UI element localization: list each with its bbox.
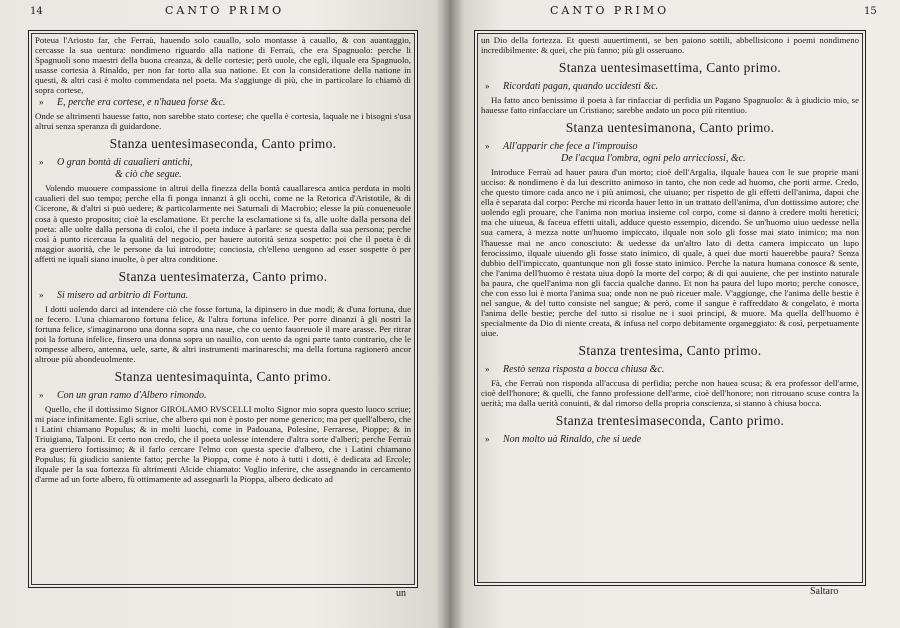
verse-line: Si misero ad arbitrio di Fortuna. bbox=[57, 289, 189, 301]
quoted-verse bbox=[481, 363, 859, 376]
paragraph: Introduce Ferraù ad hauer paura d'un morto; cioè dell'Argalia, ilquale hauea con le sue proprie mani ucciso: & nondimeno è da lui descritto animoso in tanto, che non cede ad huomo, che porti arme. Credo, che questo timore cada anco ne i più animosi, che uiuano; per rispetto de gli effetti dell'anima, dapoi che ella è separata dal corpo: Perche mi ricorda hauer letto in un trattato dell'anima, d'un dottissimo autore; che uolendo egli prouare, che l'anima non moriua insieme col corpo, come si danno à credere molti heretici; ma che uiueua, & faceua effetti uitali, adduce questo essempio, dicendo. Se un'huomo uiuo uedesse nella sua camera, à mezza notte un'huomo impiccato, ilquale non solo gli fosse mai stato inimico; ma non l'hauesse mai ne anco conosciuto: & uedesse da un'altro lato di detta camera impiccato un lupo ferocissimo, ilquale uiuendo gli fosse stato inimico, di quale, à quei due morti hauerebbe paura? Senza dubbio dell'impiccato, quantunque non gli fosse stato inimico. Perche la natura humana conosce & sente, che l'anima dell'huomo è restata uiua dopò la morte del corpo; & di qui auuiene, che per instinto naturale ha paura, che quell'anima non gli faccia qualche danno. Et non ha paura del lupo morto; perche conosce, che con esso lui è morta l'anima sua; onde non ne può riceuer male. V'aggiunge, che l'anima delle bestie è nel sangue, & del tutto consiste nel sangue; & però, come il sangue è raffreddato & congelato, è morta l'anima delle bestie; perche del tutto si risolue ne i suoi principi, & muore. Ma quella dell'huomo è specialmente da Dio di niente creata, & infusa nel corpo debitamente organeggiato: & così, perpetuamente uiue. bbox=[481, 167, 859, 338]
quote-mark: » bbox=[485, 141, 490, 152]
stanza-heading: Stanza trentesimaseconda, Canto primo. bbox=[555, 413, 785, 429]
quote-mark: » bbox=[485, 81, 490, 92]
verse-line: & ciò che segue. bbox=[115, 169, 182, 181]
paragraph: Volendo muouere compassione in altrui della finezza della bontà cauallaresca antica perduta in molti caualieri del suo tempo; perche ella fi ponga innanzi à gli occhi, come ne la Retorica d'Aristotile, & di Cicerone, & d'altri si può uedere; & particolarmente nei Saturnali di Macrobio; elesse la più conueneuole cosa à questo proposito; cioè la esclamatione. Et perche la esclamatione si fa, alle uolte dalla persona del poeta: alle uolte dalla persona di coloi, che il poeta induce à parlare: se questa dalla sua persona; perche così à punto ricercaua la qualità del negocio, per hauere autorità senza sospetto: poi che il poeta è di maggior auorità, che le persone da lui introdotte; conciosia, ch'elleno uengono ad esser sospette ò per affetti ne iquali siano inuolte, ò per altra conditione. bbox=[35, 183, 411, 264]
book-gutter bbox=[436, 0, 464, 628]
quote-mark: » bbox=[39, 289, 44, 300]
quote-mark: » bbox=[39, 97, 44, 108]
paragraph: un Dio della fortezza. Et questi auuertimenti, se ben paiono sottili, abbellisicono i poemi nondimeno incredibilmente: & quei, che più fanno; più gli osseruano. bbox=[481, 35, 859, 56]
verse-line: Con un gran ramo d'Albero rimondo. bbox=[57, 390, 207, 402]
text-column bbox=[481, 35, 859, 581]
paragraph: Onde se altrimenti hauesse fatto, non sarebbe stato cortese; che quella è cortesia, laquale ne i bisogni s'usa altrui senza speranza di guidardone. bbox=[35, 111, 411, 132]
quote-mark: » bbox=[39, 157, 44, 168]
verse-line: Non molto uà Rinaldo, che si uede bbox=[503, 434, 642, 446]
quote-mark: » bbox=[485, 434, 490, 445]
catchword: un bbox=[396, 588, 406, 599]
paragraph: Ha fatto anco benissimo il poeta à far rinfacciar di perfidia un Pagano Spagnuolo: & à giudicio mio, se hauesse fatto rinfacciare un Cristiano; sarebbe andato un poco più ritentiuo. bbox=[481, 95, 859, 116]
text-frame bbox=[474, 30, 866, 586]
stanza-heading: Stanza uentesimanona, Canto primo. bbox=[565, 120, 775, 136]
verse-line: O gran bontà di caualieri antichi, bbox=[57, 157, 193, 169]
running-head: CANTO PRIMO bbox=[165, 4, 285, 17]
right-page bbox=[450, 0, 900, 628]
page-number: 15 bbox=[864, 6, 877, 17]
quote-mark: » bbox=[485, 363, 490, 374]
catchword: Saltaro bbox=[810, 586, 839, 597]
text-frame bbox=[28, 30, 418, 588]
verse-line: Ricordati pagan, quando uccidesti &c. bbox=[503, 81, 659, 93]
quoted-verse bbox=[35, 289, 411, 302]
quoted-verse bbox=[481, 80, 859, 93]
paragraph: I dotti uolendo darci ad intendere ciò che fosse fortuna, la dipinsero in due modi; & d'una fortuna, due ne fecero. L'una chiamarono fortuna felice, & l'altra fortuna infelice. Per porre dinanzi à gli nostri la fortuna felice, s'imaginarono una donna sopra una naue, che co uento fauoreuole il mare arasse. Per ritrar poi la fortuna infelice, finsero una donna sopra un nauilio, con uento da ogni parte tanto contrario, che le rompesse albero, antenna, uele, sarte, & altri instrumenti marinareschi; ma della fortuna ragionerò ancor altroue più abondeuolmente. bbox=[35, 303, 411, 364]
verse-line: All'apparir che fece a l'improuiso bbox=[503, 141, 638, 153]
quoted-verse bbox=[35, 156, 411, 181]
verse-line: Restò senza risposta a bocca chiusa &c. bbox=[503, 363, 665, 375]
stanza-heading: Stanza uentesimaseconda, Canto primo. bbox=[109, 136, 337, 152]
quote-mark: » bbox=[39, 390, 44, 401]
stanza-heading: Stanza uentesimaquinta, Canto primo. bbox=[114, 369, 332, 385]
stanza-heading: Stanza trentesima, Canto primo. bbox=[578, 342, 762, 358]
page-number: 14 bbox=[30, 6, 43, 17]
quoted-verse bbox=[35, 389, 411, 402]
quoted-verse bbox=[481, 433, 859, 446]
paragraph: Poteua l'Ariosto far, che Ferraù, hauendo solo cauallo, solo montasse à cauallo, & con auantaggio, cercasse la sua uentura: nondimeno riguardo alla natione di Ferraù, che era Spagnuolo: perche li Spagnuoli sono maestri della buona creanza, & delle cortesie; però uuole, che egli, ilquale era Spagnuolo, usasse cortesia à Rinaldo, per non far torto alla sua natione. Et con la consideratione della natione in questi, & altri casi è molto commendata nel poeta. Ma s'aggiunge di più, che in particolare lo chiamò di sopra cortese, bbox=[35, 35, 411, 96]
quoted-verse bbox=[481, 140, 859, 165]
quoted-verse bbox=[35, 96, 411, 109]
paragraph: Fà, che Ferraù non risponda all'accusa di perfidia; perche non hauea scusa; & era professor dell'arme, cioè dell'honore; & quelli, che fanno professione dell'arme, cioè dell'honore; non ritrouano scuse contra la uerità; ma dalla uerità conuinti, & dal rimorso della propria conscienza, si stanno à chiusa bocca. bbox=[481, 377, 859, 409]
text-column bbox=[35, 35, 411, 583]
stanza-heading: Stanza uentesimaterza, Canto primo. bbox=[118, 268, 328, 284]
verse-line: E, perche era cortese, e n'hauea forse &c. bbox=[57, 97, 226, 109]
stanza-heading: Stanza uentesimasettima, Canto primo. bbox=[558, 60, 782, 76]
verse-line: De l'acqua l'ombra, ogni pelo arricciossi, &c. bbox=[561, 153, 746, 165]
paragraph: Quello, che il dottissimo Signor GIROLAMO RVSCELLI molto Signor mio sopra questo luoco scriue; mi piace infinitamente. Egli scriue, che albero qui non è posto per nome generico; ma per quell'albero, che i Latini chiamano Populus; & in molti luochi, come in Padouana, Polesine, Ferrarese, Pioppe; & in Triuigiana, Talponi. Et certo non credo, che il poeta uolesse intendere d'altra sorte d'alberi; perche Ferraù era guerriero fortissimo; & il farlo cercare l'elmo con questa specie d'albero, che i Latini chiamano Populus; fù giudicio saniente fatto; perche la Pioppa, come è noto à tutti i dotti, è dedicata ad Ercole; ilquale per la sua fortezza fù altrimenti Alcide chiamato: Voglio inferire, che assegnando in cercamento d'arme ad un forte albero, fù ottimamente ad assegnarli la Pioppa, albero dedicato ad bbox=[35, 404, 411, 485]
running-head: CANTO PRIMO bbox=[550, 4, 670, 17]
